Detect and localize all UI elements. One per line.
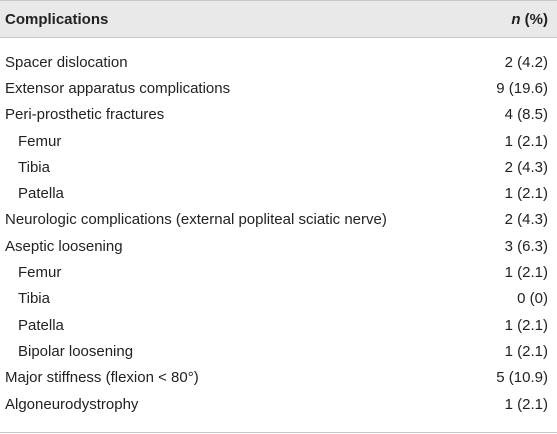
row-label: Neurologic complications (external popliteal sciatic nerve) <box>5 211 387 229</box>
table-row <box>0 286 557 312</box>
table-row <box>0 75 557 101</box>
row-value: 1 (2.1) <box>504 316 548 334</box>
table-row <box>0 207 557 233</box>
row-label: Patella <box>18 316 64 334</box>
table-body <box>0 38 557 417</box>
table-row <box>0 312 557 338</box>
table-row <box>0 102 557 128</box>
row-value: 2 (4.3) <box>504 211 548 229</box>
row-value: 1 (2.1) <box>504 342 548 360</box>
table-row <box>0 365 557 391</box>
row-label: Femur <box>18 264 62 282</box>
row-label: Algoneurodystrophy <box>5 395 139 413</box>
row-value: 0 (0) <box>517 290 548 308</box>
row-label: Tibia <box>18 158 50 176</box>
row-label: Major stiffness (flexion < 80°) <box>5 369 199 387</box>
table-row <box>0 128 557 154</box>
row-label: Bipolar loosening <box>18 342 134 360</box>
table-row <box>0 180 557 206</box>
header-n: n <box>511 10 521 28</box>
row-value: 9 (19.6) <box>496 79 548 97</box>
table-row <box>0 154 557 180</box>
header-n-percent <box>428 11 557 28</box>
row-label: Patella <box>18 185 64 203</box>
row-value: 1 (2.1) <box>504 132 548 150</box>
table-row <box>0 338 557 364</box>
table-row <box>0 49 557 75</box>
row-value: 2 (4.2) <box>504 53 548 71</box>
row-value: 1 (2.1) <box>504 395 548 413</box>
table-header <box>0 0 557 38</box>
row-value: 1 (2.1) <box>504 185 548 203</box>
row-label: Spacer dislocation <box>5 53 128 71</box>
table-row <box>0 259 557 285</box>
row-value: 4 (8.5) <box>504 106 548 124</box>
bottom-rule <box>0 432 557 433</box>
header-percent: (%) <box>520 10 548 28</box>
row-label: Extensor apparatus complications <box>5 79 231 97</box>
row-value: 5 (10.9) <box>496 369 548 387</box>
row-value: 3 (6.3) <box>504 237 548 255</box>
table-row <box>0 391 557 417</box>
row-value: 2 (4.3) <box>504 158 548 176</box>
table-row <box>0 233 557 259</box>
row-label: Peri-prosthetic fractures <box>5 106 165 124</box>
row-value: 1 (2.1) <box>504 264 548 282</box>
row-label: Aseptic loosening <box>5 237 123 255</box>
row-label: Tibia <box>18 290 50 308</box>
header-complications: Complications <box>5 10 109 28</box>
row-label: Femur <box>18 132 62 150</box>
